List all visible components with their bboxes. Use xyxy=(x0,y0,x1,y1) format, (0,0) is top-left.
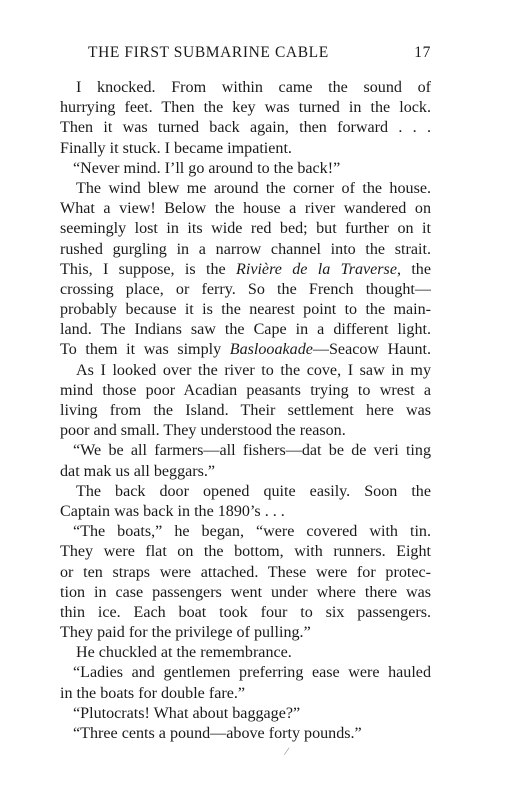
footer-mark: / xyxy=(283,743,291,759)
text-line: They were flat on the bottom, with runners. Eight xyxy=(60,543,431,561)
running-header xyxy=(88,44,431,62)
italic-term: Rivière de la Traverse xyxy=(236,260,397,278)
text-line: Then it was turned back again, then forward . . . xyxy=(60,119,431,137)
body-text xyxy=(60,78,431,744)
running-title: THE FIRST SUBMARINE CABLE xyxy=(88,44,329,61)
text-line: The back door opened quite easily. Soon the xyxy=(76,482,431,500)
text-line: I knocked. From within came the sound of xyxy=(76,79,431,96)
text-line: probably because it is the nearest point to the main- xyxy=(60,301,431,319)
text-line: hurrying feet. Then the key was turned in the lock. xyxy=(60,99,431,117)
text-line: This, I suppose, is the Rivière de la Traverse, the xyxy=(60,260,432,278)
text-line: To them it was simply Baslooakade—Seacow Haunt. xyxy=(60,341,431,359)
text-line: rushed gurgling in a narrow channel into the strait. xyxy=(60,240,431,258)
text-line: As I looked over the river to the cove, I saw in my xyxy=(76,361,431,379)
text-line: Captain was back in the 1890’s . . . xyxy=(60,502,285,520)
text-line: crossing place, or ferry. So the French thought— xyxy=(60,280,431,298)
text-line: tion in case passengers went under where there was xyxy=(60,583,431,601)
text-line: “We be all farmers—all fishers—dat be de veri ting xyxy=(73,442,431,460)
text-line: “Ladies and gentlemen preferring ease were hauled xyxy=(73,664,431,682)
text-line: in the boats for double fare.” xyxy=(60,684,246,702)
italic-term: Baslooakade xyxy=(229,341,313,359)
text-line: The wind blew me around the corner of the house. xyxy=(76,179,431,197)
text-line: living from the Island. Their settlement here was xyxy=(60,402,431,419)
text-line: “The boats,” he began, “were covered with tin. xyxy=(73,523,431,541)
page-number: 17 xyxy=(414,44,431,61)
text-line: Finally it stuck. I became impatient. xyxy=(60,139,292,157)
text-line: He chuckled at the remembrance. xyxy=(76,644,292,662)
text-line: mind those poor Acadian peasants trying to wrest a xyxy=(60,381,431,399)
text-line: “Plutocrats! What about baggage?” xyxy=(73,704,301,722)
text-line: dat mak us all beggars.” xyxy=(60,462,216,480)
text-line: “Never mind. I’ll go around to the back!” xyxy=(73,159,341,177)
text-line: or ten straps were attached. These were for protec- xyxy=(60,563,431,581)
text-line: thin ice. Each boat took four to six passengers. xyxy=(60,603,431,621)
text-line: seemingly lost in its wide red bed; but further on it xyxy=(60,220,431,238)
text-line: What a view! Below the house a river wandered on xyxy=(60,200,431,218)
text-line: land. The Indians saw the Cape in a different light. xyxy=(60,321,431,339)
text-line: “Three cents a pound—above forty pounds.” xyxy=(73,725,362,742)
text-line: poor and small. They understood the reason. xyxy=(60,422,346,440)
text-line: They paid for the privilege of pulling.” xyxy=(60,624,311,642)
